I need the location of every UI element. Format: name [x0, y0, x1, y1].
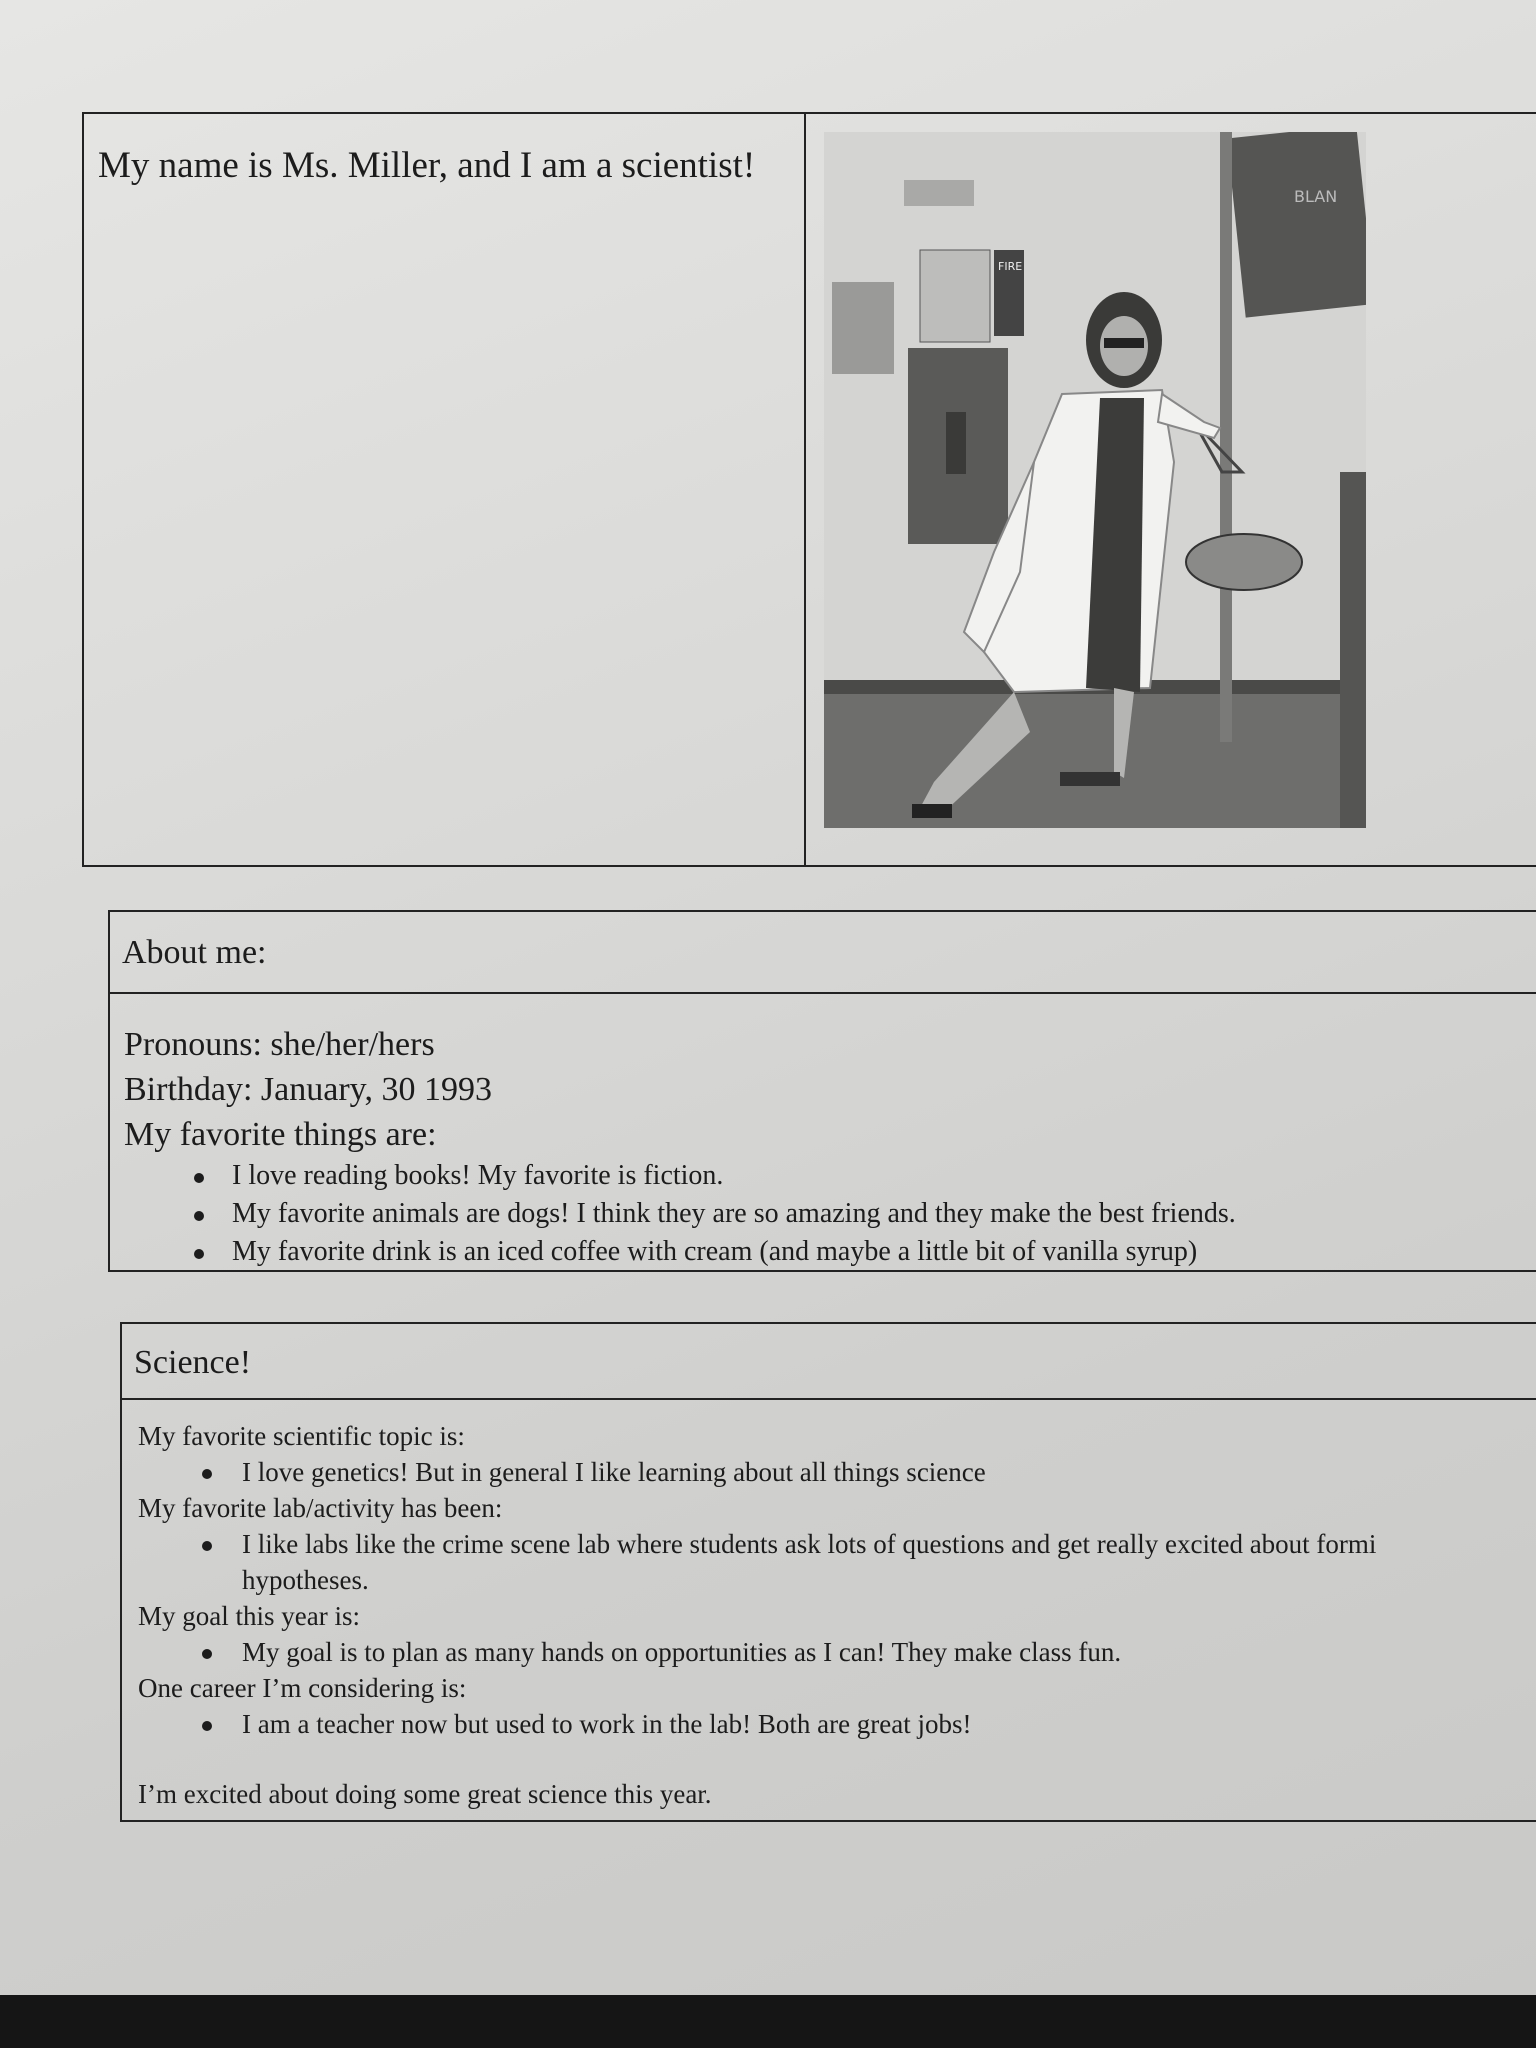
birthday-text: Birthday: January, 30 1993 — [124, 1071, 492, 1108]
teacher-photo — [824, 132, 1366, 828]
list-item: I love reading books! My favorite is fiction. — [232, 1157, 1536, 1195]
intro-text-cell — [84, 114, 806, 865]
lab-question: My favorite lab/activity has been: — [138, 1493, 503, 1523]
goal-question: My goal this year is: — [138, 1601, 360, 1631]
topic-question: My favorite scientific topic is: — [138, 1421, 465, 1451]
list-item: I love genetics! But in general I like learning about all things science — [242, 1454, 1536, 1490]
about-me-table — [108, 910, 1536, 1272]
lab-answer-continuation: hypotheses. — [242, 1565, 369, 1595]
science-content — [138, 1418, 1536, 1812]
science-header — [122, 1324, 1536, 1400]
science-heading: Science! — [134, 1344, 252, 1381]
goal-answer-list — [138, 1634, 1536, 1670]
career-question: One career I’m considering is: — [138, 1673, 467, 1703]
list-item: My favorite drink is an iced coffee with cream (and maybe a little bit of vanilla syrup) — [232, 1233, 1536, 1271]
teacher-photo-illustration — [824, 132, 1366, 828]
career-answer-list — [138, 1706, 1536, 1742]
closing-text: I’m excited about doing some great science this year. — [138, 1779, 712, 1809]
list-item: My favorite animals are dogs! I think they are so amazing and they make the best friends. — [232, 1195, 1536, 1233]
lab-answer-list — [138, 1526, 1536, 1562]
favorites-list — [124, 1157, 1536, 1271]
fire-sign-text: FIRE — [998, 260, 1023, 273]
favorites-label: My favorite things are: — [124, 1116, 437, 1153]
about-me-heading: About me: — [122, 934, 267, 971]
pronouns-text: Pronouns: she/her/hers — [124, 1026, 435, 1063]
science-table — [120, 1322, 1536, 1822]
list-item: I am a teacher now but used to work in the lab! Both are great jobs! — [242, 1706, 1536, 1742]
list-item: My goal is to plan as many hands on opportunities as I can! They make class fun. — [242, 1634, 1536, 1670]
topic-answer-list — [138, 1454, 1536, 1490]
intro-table — [82, 112, 1536, 867]
about-me-header — [110, 912, 1536, 994]
bag-label-text: BLAN — [1294, 187, 1338, 206]
about-me-content — [124, 1022, 1536, 1271]
intro-title: My name is Ms. Miller, and I am a scientist! — [98, 145, 756, 186]
list-item: I like labs like the crime scene lab where students ask lots of questions and get really excited about formi — [242, 1526, 1536, 1562]
